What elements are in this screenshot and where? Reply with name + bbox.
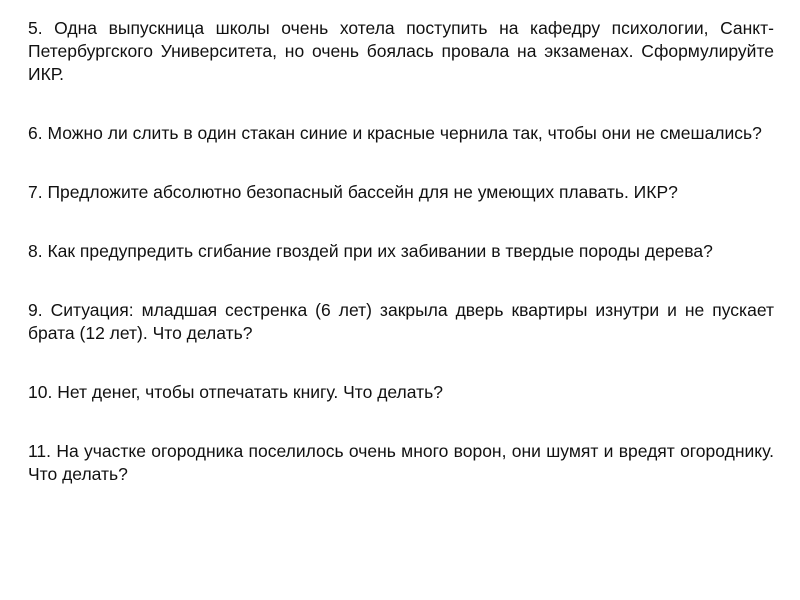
task-item-9: 9. Ситуация: младшая сестренка (6 лет) закрыла дверь квартиры изнутри и не пускает брата (12 лет). Что делать? [28, 300, 774, 343]
task-item-6: 6. Можно ли слить в один стакан синие и красные чернила так, чтобы они не смешались? [28, 123, 762, 143]
task-list [28, 17, 774, 486]
task-item-7: 7. Предложите абсолютно безопасный бассейн для не умеющих плавать. ИКР? [28, 182, 678, 202]
task-item-11: 11. На участке огородника поселилось очень много ворон, они шумят и вредят огороднику. Что делать? [28, 441, 774, 484]
task-item-5: 5. Одна выпускница школы очень хотела поступить на кафедру психологии, Санкт-Петербургского Университета, но очень боялась провала на экзаменах. Сформулируйте ИКР. [28, 18, 774, 84]
task-item-8: 8. Как предупредить сгибание гвоздей при их забивании в твердые породы дерева? [28, 241, 713, 261]
task-item-10: 10. Нет денег, чтобы отпечатать книгу. Что делать? [28, 382, 443, 402]
